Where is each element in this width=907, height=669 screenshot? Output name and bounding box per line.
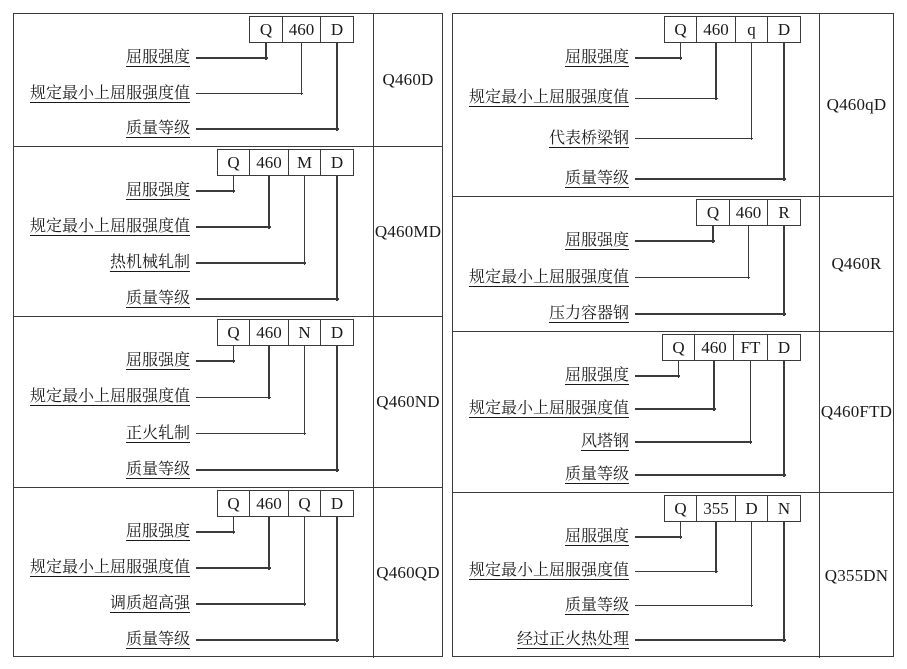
code-box: R: [767, 199, 801, 226]
code-structure-diagram: [14, 14, 373, 146]
connector-line-vertical: [336, 176, 338, 301]
grade-name-cell: [373, 488, 442, 658]
connector-line-horizontal: [196, 639, 339, 641]
field-label: 规定最小上屈服强度值: [468, 562, 629, 580]
code-box: N: [288, 319, 322, 346]
code-box: D: [320, 16, 354, 43]
code-box: D: [767, 334, 801, 361]
code-box: Q: [217, 319, 251, 346]
code-structure-diagram: [14, 488, 373, 658]
field-label: 质量等级: [564, 170, 629, 187]
connector-line-horizontal: [196, 531, 235, 533]
field-label: 规定最小上屈服强度值: [29, 218, 190, 235]
connector-line-vertical: [304, 346, 306, 435]
code-box: 460: [696, 16, 736, 43]
field-label: 代表桥梁钢: [548, 129, 629, 147]
grade-code-boxes: [217, 149, 355, 176]
connector-line-vertical: [748, 226, 750, 279]
code-structure-diagram: [453, 493, 819, 658]
code-box: D: [735, 495, 769, 522]
field-label: 规定最小上屈服强度值: [468, 268, 629, 286]
code-box: 460: [249, 149, 289, 176]
grade-name: Q460D: [382, 70, 434, 89]
grade-code-boxes: [664, 16, 802, 43]
connector-line-vertical: [336, 43, 338, 131]
field-label: 屈服强度: [564, 367, 629, 384]
connector-line-vertical: [713, 361, 715, 411]
field-label: 规定最小上屈服强度值: [468, 89, 629, 107]
grade-name: Q460FTD: [820, 402, 893, 421]
grade-row: [14, 488, 442, 658]
field-label: 经过正火热处理: [516, 631, 629, 648]
connector-line-horizontal: [635, 441, 752, 443]
grade-name-cell: [819, 14, 893, 196]
naming-table-right: [452, 13, 894, 657]
connector-line-horizontal: [635, 277, 750, 279]
field-label: 质量等级: [125, 461, 190, 478]
connector-line-horizontal: [196, 603, 306, 605]
grade-row: [453, 197, 893, 332]
connector-line-vertical: [751, 43, 753, 140]
field-label: 风塔钢: [580, 433, 629, 450]
connector-line-horizontal: [635, 536, 682, 538]
connector-line-vertical: [265, 43, 267, 60]
code-box: Q: [664, 495, 698, 522]
grade-code-boxes: [664, 495, 802, 522]
grade-name-cell: [373, 147, 442, 316]
code-box: D: [320, 149, 354, 176]
code-box: 460: [249, 319, 289, 346]
connector-line-vertical: [233, 176, 235, 193]
grade-name: Q460MD: [374, 221, 442, 241]
grade-code-boxes: [217, 319, 355, 346]
grade-name-cell: [373, 317, 442, 487]
connector-line-vertical: [783, 226, 785, 316]
connector-line-horizontal: [196, 360, 235, 362]
field-label: 规定最小上屈服强度值: [29, 84, 190, 102]
connector-line-vertical: [715, 43, 717, 100]
connector-line-horizontal: [635, 474, 786, 476]
code-box: Q: [696, 199, 730, 226]
connector-line-vertical: [680, 43, 682, 60]
grade-code-boxes: [217, 490, 355, 517]
grade-name: Q460qD: [826, 95, 887, 114]
connector-line-horizontal: [196, 57, 268, 59]
connector-line-horizontal: [196, 262, 306, 264]
field-label: 屈服强度: [564, 528, 629, 545]
connector-line-vertical: [304, 176, 306, 265]
grade-name: Q460R: [831, 254, 882, 273]
code-box: 460: [249, 490, 289, 517]
connector-line-vertical: [268, 517, 270, 570]
grade-row: [14, 14, 442, 147]
connector-line-vertical: [678, 361, 680, 378]
grade-name-cell: [819, 197, 893, 331]
field-label: 屈服强度: [125, 182, 190, 199]
code-structure-diagram: [14, 147, 373, 316]
grade-name-cell: [819, 493, 893, 658]
grade-row: [14, 317, 442, 488]
code-box: 355: [696, 495, 736, 522]
field-label: 质量等级: [564, 466, 629, 483]
grade-code-boxes: [662, 334, 802, 361]
code-box: 460: [694, 334, 734, 361]
field-label: 规定最小上屈服强度值: [468, 400, 629, 417]
code-structure-diagram: [453, 14, 819, 196]
field-label: 屈服强度: [564, 49, 629, 66]
connector-line-vertical: [336, 517, 338, 642]
connector-line-horizontal: [196, 567, 271, 569]
field-label: 规定最小上屈服强度值: [29, 388, 190, 406]
code-structure-diagram: [453, 197, 819, 331]
connector-line-horizontal: [196, 93, 303, 95]
grade-name: Q355DN: [824, 565, 889, 585]
connector-line-vertical: [233, 517, 235, 534]
grade-row: [453, 493, 893, 658]
code-box: Q: [664, 16, 698, 43]
field-label: 调质超高强: [109, 595, 190, 612]
connector-line-horizontal: [635, 639, 786, 641]
grade-row: [453, 14, 893, 197]
connector-line-vertical: [750, 361, 752, 444]
code-box: Q: [662, 334, 696, 361]
connector-line-vertical: [304, 517, 306, 606]
connector-line-horizontal: [196, 226, 271, 228]
code-box: Q: [288, 490, 322, 517]
code-box: N: [767, 495, 801, 522]
code-box: 460: [729, 199, 769, 226]
field-label: 压力容器钢: [548, 305, 629, 322]
connector-line-vertical: [301, 43, 303, 95]
code-box: q: [735, 16, 769, 43]
connector-line-horizontal: [196, 298, 339, 300]
code-structure-diagram: [453, 332, 819, 492]
connector-line-vertical: [783, 522, 785, 642]
code-box: 460: [282, 16, 322, 43]
code-box: D: [767, 16, 801, 43]
connector-line-horizontal: [196, 397, 271, 399]
connector-line-horizontal: [196, 469, 339, 471]
field-label: 质量等级: [125, 631, 190, 648]
connector-line-horizontal: [635, 138, 753, 140]
code-box: M: [288, 149, 322, 176]
grade-row: [14, 147, 442, 317]
code-box: D: [320, 319, 354, 346]
connector-line-vertical: [783, 361, 785, 477]
field-label: 正火轧制: [125, 424, 190, 442]
connector-line-horizontal: [635, 178, 786, 180]
naming-table-left: [13, 13, 443, 657]
code-box: FT: [733, 334, 769, 361]
code-box: Q: [249, 16, 283, 43]
code-box: Q: [217, 490, 251, 517]
connector-line-horizontal: [196, 128, 339, 130]
grade-name: Q460QD: [376, 563, 440, 582]
connector-line-horizontal: [635, 375, 680, 377]
field-label: 规定最小上屈服强度值: [29, 559, 190, 576]
field-label: 质量等级: [564, 596, 629, 614]
field-label: 屈服强度: [125, 352, 190, 369]
connector-line-vertical: [715, 522, 717, 573]
connector-line-vertical: [268, 346, 270, 399]
connector-line-horizontal: [635, 98, 718, 100]
connector-line-horizontal: [635, 408, 716, 410]
connector-line-horizontal: [196, 433, 306, 435]
field-label: 热机械轧制: [109, 254, 190, 271]
grade-name-cell: [819, 332, 893, 492]
connector-line-horizontal: [635, 605, 753, 607]
grade-code-boxes: [696, 199, 801, 226]
connector-line-horizontal: [196, 190, 235, 192]
grade-name-cell: [373, 14, 442, 146]
connector-line-vertical: [680, 522, 682, 539]
grade-name: Q460ND: [376, 392, 440, 411]
connector-line-vertical: [783, 43, 785, 181]
field-label: 屈服强度: [125, 49, 190, 66]
field-label: 屈服强度: [564, 232, 629, 249]
field-label: 屈服强度: [125, 523, 190, 540]
connector-line-horizontal: [635, 57, 682, 59]
field-label: 质量等级: [125, 120, 190, 137]
connector-line-horizontal: [635, 313, 786, 315]
connector-line-horizontal: [635, 571, 718, 573]
connector-line-vertical: [336, 346, 338, 472]
code-box: D: [320, 490, 354, 517]
connector-line-vertical: [268, 176, 270, 229]
connector-line-vertical: [751, 522, 753, 607]
connector-line-vertical: [233, 346, 235, 363]
grade-row: [453, 332, 893, 493]
code-structure-diagram: [14, 317, 373, 487]
field-label: 质量等级: [125, 290, 190, 307]
code-box: Q: [217, 149, 251, 176]
connector-line-vertical: [712, 226, 714, 243]
connector-line-horizontal: [635, 240, 715, 242]
grade-code-boxes: [249, 16, 354, 43]
